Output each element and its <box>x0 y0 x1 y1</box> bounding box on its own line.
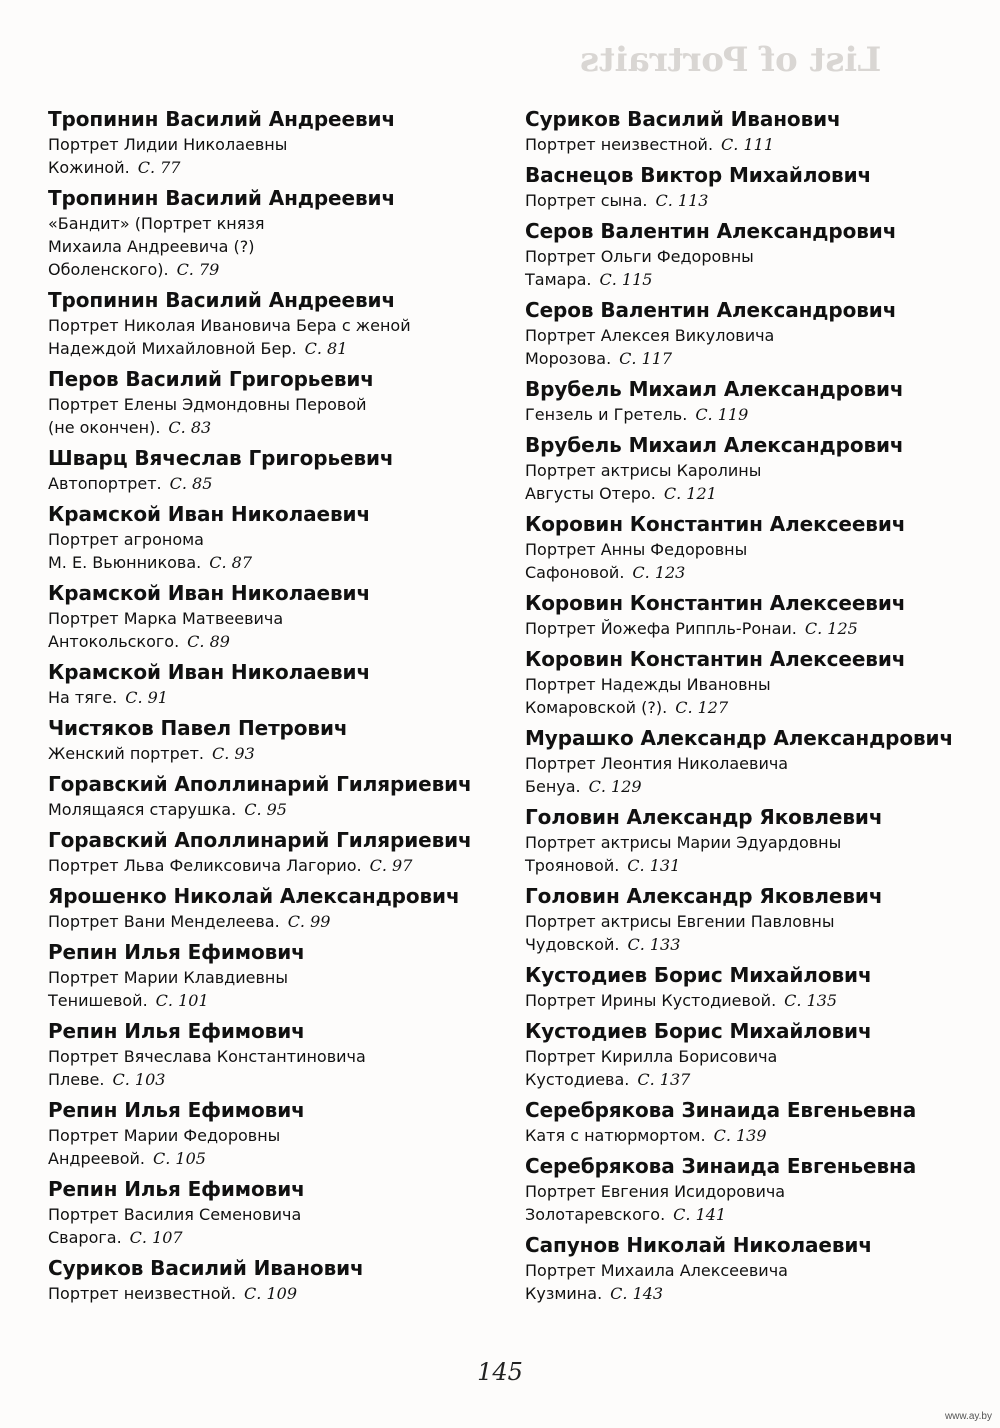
page-reference: С. 125 <box>804 619 858 638</box>
page-reference: С. 119 <box>695 405 749 424</box>
portrait-title-line <box>525 854 965 877</box>
page-reference: С. 101 <box>155 991 209 1010</box>
page-reference: С. 111 <box>721 135 774 154</box>
site-watermark: www.ay.by <box>944 1411 992 1422</box>
portrait-entry <box>48 1018 518 1091</box>
portrait-title-text: Морозова. <box>525 349 612 368</box>
page-reference: С. 77 <box>137 158 181 177</box>
portrait-entry <box>48 1255 518 1305</box>
portrait-title-line <box>48 212 518 235</box>
portrait-title-text: Портрет Вани Менделеева. <box>48 912 280 931</box>
page-reference: С. 141 <box>673 1205 727 1224</box>
portrait-title-line <box>48 1068 518 1091</box>
artist-name: Мурашко Александр Александрович <box>525 726 954 750</box>
artist-name: Репин Илья Ефимович <box>48 1019 305 1043</box>
portrait-title-text: Кожиной. <box>48 158 130 177</box>
portrait-title-text: Августы Отеро. <box>525 484 656 503</box>
artist-name: Репин Илья Ефимович <box>48 1098 305 1122</box>
artist-name: Кустодиев Борис Михайлович <box>525 963 872 987</box>
page-reference: С. 81 <box>304 339 348 358</box>
portrait-title-text: Портрет Алексея Викуловича <box>525 326 775 345</box>
artist-name: Врубель Михаил Александрович <box>525 433 904 457</box>
portrait-title-line <box>525 1180 965 1203</box>
artist-name: Тропинин Василий Андреевич <box>48 107 396 131</box>
portrait-title-text: Портрет Кирилла Борисовича <box>525 1047 778 1066</box>
page-reference: С. 133 <box>627 935 681 954</box>
portrait-title-line <box>48 1147 518 1170</box>
portrait-title-text: Портрет Михаила Алексеевича <box>525 1261 788 1280</box>
portrait-title-text: На тяге. <box>48 688 118 707</box>
right-column <box>525 106 965 1311</box>
artist-name: Коровин Константин Алексеевич <box>525 647 906 671</box>
portrait-title-text: Портрет Марка Матвеевича <box>48 609 284 628</box>
portrait-entry <box>525 162 965 212</box>
portrait-entry <box>48 106 518 179</box>
portrait-title-text: Портрет неизвестной. <box>525 135 714 154</box>
portrait-title-line <box>525 459 965 482</box>
page-reference: С. 105 <box>153 1149 206 1168</box>
page-reference: С. 137 <box>637 1070 691 1089</box>
portrait-title-line <box>48 1282 518 1305</box>
portrait-title-text: Михаила Андреевича (?) <box>48 237 255 256</box>
artist-name: Шварц Вячеслав Григорьевич <box>48 446 394 470</box>
portrait-title-text: Плеве. <box>48 1070 105 1089</box>
portrait-entry <box>48 580 518 653</box>
page-reference: С. 103 <box>112 1070 166 1089</box>
page-number: 145 <box>477 1358 523 1386</box>
artist-name: Головин Александр Яковлевич <box>525 805 883 829</box>
artist-name: Серов Валентин Александрович <box>525 219 897 243</box>
portrait-entry <box>48 445 518 495</box>
page-reference: С. 129 <box>588 777 642 796</box>
page-reference: С. 99 <box>287 912 331 931</box>
artist-name: Кустодиев Борис Михайлович <box>525 1019 872 1043</box>
portrait-title-line <box>525 696 965 719</box>
portrait-title-text: Сафоновой. <box>525 563 625 582</box>
portrait-title-text: Портрет Елены Эдмондовны Перовой <box>48 395 367 414</box>
portrait-title-text: Андреевой. <box>48 1149 146 1168</box>
portrait-entry <box>525 432 965 505</box>
portrait-entry <box>525 1097 965 1147</box>
portrait-title-text: Молящаяся старушка. <box>48 800 237 819</box>
portrait-title-text: Надеждой Михайловной Бер. <box>48 339 297 358</box>
page-reference: С. 107 <box>129 1228 183 1247</box>
page-reference: С. 97 <box>369 856 413 875</box>
portrait-title-line <box>48 258 518 281</box>
portrait-entry <box>525 511 965 584</box>
portrait-entry <box>48 287 518 360</box>
portrait-title-text: Комаровской (?). <box>525 698 668 717</box>
portrait-entry <box>525 1232 965 1305</box>
portrait-entry <box>525 297 965 370</box>
page-reference: С. 83 <box>168 418 212 437</box>
portrait-entry <box>48 715 518 765</box>
page-reference: С. 127 <box>675 698 729 717</box>
artist-name: Головин Александр Яковлевич <box>525 884 883 908</box>
page-reference: С. 87 <box>209 553 253 572</box>
artist-name: Коровин Константин Алексеевич <box>525 591 906 615</box>
portrait-title-line <box>525 1203 965 1226</box>
portrait-title-text: Тенишевой. <box>48 991 148 1010</box>
portrait-title-line <box>48 798 518 821</box>
portrait-title-line <box>525 831 965 854</box>
portrait-title-text: Портрет Вячеслава Константиновича <box>48 1047 366 1066</box>
portrait-title-text: Гензель и Гретель. <box>525 405 688 424</box>
artist-name: Серебрякова Зинаида Евгеньевна <box>525 1098 917 1122</box>
portrait-entry <box>525 1153 965 1226</box>
portrait-entry <box>48 501 518 574</box>
portrait-entry <box>48 827 518 877</box>
artist-name: Тропинин Василий Андреевич <box>48 288 396 312</box>
page-reference: С. 91 <box>125 688 168 707</box>
left-column <box>48 106 518 1311</box>
portrait-title-line <box>48 1045 518 1068</box>
page-reference: С. 85 <box>169 474 213 493</box>
portrait-title-text: Портрет Надежды Ивановны <box>525 675 771 694</box>
portrait-title-text: Портрет актрисы Каролины <box>525 461 762 480</box>
portrait-title-text: Портрет актрисы Марии Эдуардовны <box>525 833 842 852</box>
portrait-title-line <box>48 989 518 1012</box>
portrait-title-text: Катя с натюрмортом. <box>525 1126 706 1145</box>
portrait-title-line <box>525 775 965 798</box>
portrait-title-line <box>525 1124 965 1147</box>
artist-name: Крамской Иван Николаевич <box>48 502 371 526</box>
portrait-title-line <box>48 607 518 630</box>
artist-name: Врубель Михаил Александрович <box>525 377 904 401</box>
portrait-entry <box>525 883 965 956</box>
artist-name: Горавский Аполлинарий Гиляриевич <box>48 772 472 796</box>
portrait-entry <box>48 659 518 709</box>
portrait-title-line <box>525 752 965 775</box>
artist-name: Коровин Константин Алексеевич <box>525 512 906 536</box>
portrait-entry <box>525 376 965 426</box>
portrait-title-text: Тамара. <box>525 270 592 289</box>
page-reference: С. 121 <box>663 484 717 503</box>
portrait-title-line <box>48 686 518 709</box>
portrait-title-text: Портрет Евгения Исидоровича <box>525 1182 786 1201</box>
portrait-title-line <box>525 347 965 370</box>
portrait-title-line <box>525 561 965 584</box>
portrait-title-line <box>48 416 518 439</box>
portrait-title-line <box>525 933 965 956</box>
portrait-title-line <box>525 673 965 696</box>
portrait-title-line <box>525 245 965 268</box>
portrait-title-text: Антокольского. <box>48 632 180 651</box>
portrait-title-text: Золотаревского. <box>525 1205 666 1224</box>
portrait-title-line <box>48 472 518 495</box>
portrait-title-line <box>525 324 965 347</box>
portrait-title-line <box>48 528 518 551</box>
portrait-title-line <box>525 538 965 561</box>
portrait-title-text: (не окончен). <box>48 418 161 437</box>
portrait-entry <box>48 185 518 281</box>
artist-name: Перов Василий Григорьевич <box>48 367 374 391</box>
page-reference: С. 89 <box>187 632 230 651</box>
artist-name: Крамской Иван Николаевич <box>48 660 371 684</box>
portrait-title-line <box>48 314 518 337</box>
portrait-title-text: «Бандит» (Портрет князя <box>48 214 265 233</box>
portrait-entry <box>48 771 518 821</box>
page-reference: С. 135 <box>784 991 838 1010</box>
portrait-title-text: Оболенского). <box>48 260 169 279</box>
page-reference: С. 131 <box>627 856 681 875</box>
portrait-title-text: Портрет Льва Феликсовича Лагорио. <box>48 856 362 875</box>
page-reference: С. 123 <box>632 563 686 582</box>
portrait-title-line <box>525 268 965 291</box>
page-reference: С. 79 <box>176 260 220 279</box>
portrait-title-text: Женский портрет. <box>48 744 205 763</box>
portrait-title-line <box>48 393 518 416</box>
portrait-entry <box>48 366 518 439</box>
portrait-title-line <box>525 1045 965 1068</box>
portrait-title-text: Портрет Лидии Николаевны <box>48 135 288 154</box>
artist-name: Тропинин Василий Андреевич <box>48 186 396 210</box>
artist-name: Суриков Василий Иванович <box>525 107 841 131</box>
portrait-title-text: Чудовской. <box>525 935 620 954</box>
portrait-entry <box>525 804 965 877</box>
artist-name: Васнецов Виктор Михайлович <box>525 163 872 187</box>
portrait-title-line <box>525 189 965 212</box>
artist-name: Репин Илья Ефимович <box>48 940 305 964</box>
portrait-title-line <box>48 337 518 360</box>
portrait-entry <box>48 1097 518 1170</box>
portrait-title-line <box>48 235 518 258</box>
page-reference: С. 113 <box>655 191 709 210</box>
portrait-title-line <box>525 133 965 156</box>
portrait-title-text: Портрет агронома <box>48 530 204 549</box>
portrait-title-line <box>48 966 518 989</box>
portrait-title-text: Портрет Йожефа Риппль-Ронаи. <box>525 619 797 638</box>
portrait-title-line <box>48 133 518 156</box>
artist-name: Серов Валентин Александрович <box>525 298 897 322</box>
artist-name: Ярошенко Николай Александрович <box>48 884 460 908</box>
portrait-title-line <box>525 989 965 1012</box>
portrait-entry <box>525 962 965 1012</box>
portrait-title-text: Кустодиева. <box>525 1070 630 1089</box>
portrait-title-line <box>525 910 965 933</box>
show-through-heading: List of Portraits <box>580 40 882 80</box>
portrait-title-text: Портрет сына. <box>525 191 648 210</box>
portrait-title-line <box>48 156 518 179</box>
portrait-title-line <box>525 1282 965 1305</box>
artist-name: Серебрякова Зинаида Евгеньевна <box>525 1154 917 1178</box>
portrait-title-line <box>525 403 965 426</box>
portrait-title-line <box>48 910 518 933</box>
portrait-title-line <box>525 617 965 640</box>
artist-name: Чистяков Павел Петрович <box>48 716 348 740</box>
portrait-title-text: Бенуа. <box>525 777 581 796</box>
artist-name: Горавский Аполлинарий Гиляриевич <box>48 828 472 852</box>
portrait-title-line <box>48 630 518 653</box>
portrait-title-text: Портрет Ольги Федоровны <box>525 247 754 266</box>
page-reference: С. 95 <box>244 800 287 819</box>
portrait-title-text: Портрет Анны Федоровны <box>525 540 748 559</box>
portrait-title-line <box>48 1203 518 1226</box>
artist-name: Сапунов Николай Николаевич <box>525 1233 872 1257</box>
page-reference: С. 109 <box>244 1284 297 1303</box>
page-reference: С. 117 <box>619 349 673 368</box>
portrait-title-line <box>48 1226 518 1249</box>
portrait-title-text: Портрет Николая Ивановича Бера с женой <box>48 316 411 335</box>
artist-name: Суриков Василий Иванович <box>48 1256 364 1280</box>
portrait-title-text: Автопортрет. <box>48 474 162 493</box>
portrait-title-text: Кузмина. <box>525 1284 603 1303</box>
page-reference: С. 143 <box>610 1284 664 1303</box>
portrait-entry <box>525 1018 965 1091</box>
portrait-title-text: М. Е. Вьюнникова. <box>48 553 202 572</box>
portrait-title-line <box>48 551 518 574</box>
portrait-title-line <box>48 742 518 765</box>
portrait-entry <box>48 939 518 1012</box>
artist-name: Крамской Иван Николаевич <box>48 581 371 605</box>
portrait-title-text: Портрет Ирины Кустодиевой. <box>525 991 777 1010</box>
portrait-entry <box>525 218 965 291</box>
portrait-title-text: Портрет Василия Семеновича <box>48 1205 302 1224</box>
portrait-entry <box>48 1176 518 1249</box>
portrait-title-text: Портрет неизвестной. <box>48 1284 237 1303</box>
portrait-title-line <box>48 854 518 877</box>
portrait-entry <box>525 590 965 640</box>
portrait-title-text: Портрет Марии Клавдиевны <box>48 968 288 987</box>
page-reference: С. 115 <box>599 270 653 289</box>
portrait-title-text: Трояновой. <box>525 856 620 875</box>
portrait-title-text: Портрет Марии Федоровны <box>48 1126 281 1145</box>
portrait-title-text: Портрет актрисы Евгении Павловны <box>525 912 835 931</box>
portrait-title-text: Портрет Леонтия Николаевича <box>525 754 789 773</box>
portrait-title-text: Сварога. <box>48 1228 122 1247</box>
portrait-entry <box>48 883 518 933</box>
portrait-title-line <box>525 482 965 505</box>
portrait-entry <box>525 106 965 156</box>
page-reference: С. 139 <box>713 1126 767 1145</box>
portrait-entry <box>525 646 965 719</box>
page-reference: С. 93 <box>212 744 255 763</box>
portrait-title-line <box>48 1124 518 1147</box>
artist-name: Репин Илья Ефимович <box>48 1177 305 1201</box>
portrait-entry <box>525 725 965 798</box>
portrait-title-line <box>525 1259 965 1282</box>
portrait-title-line <box>525 1068 965 1091</box>
